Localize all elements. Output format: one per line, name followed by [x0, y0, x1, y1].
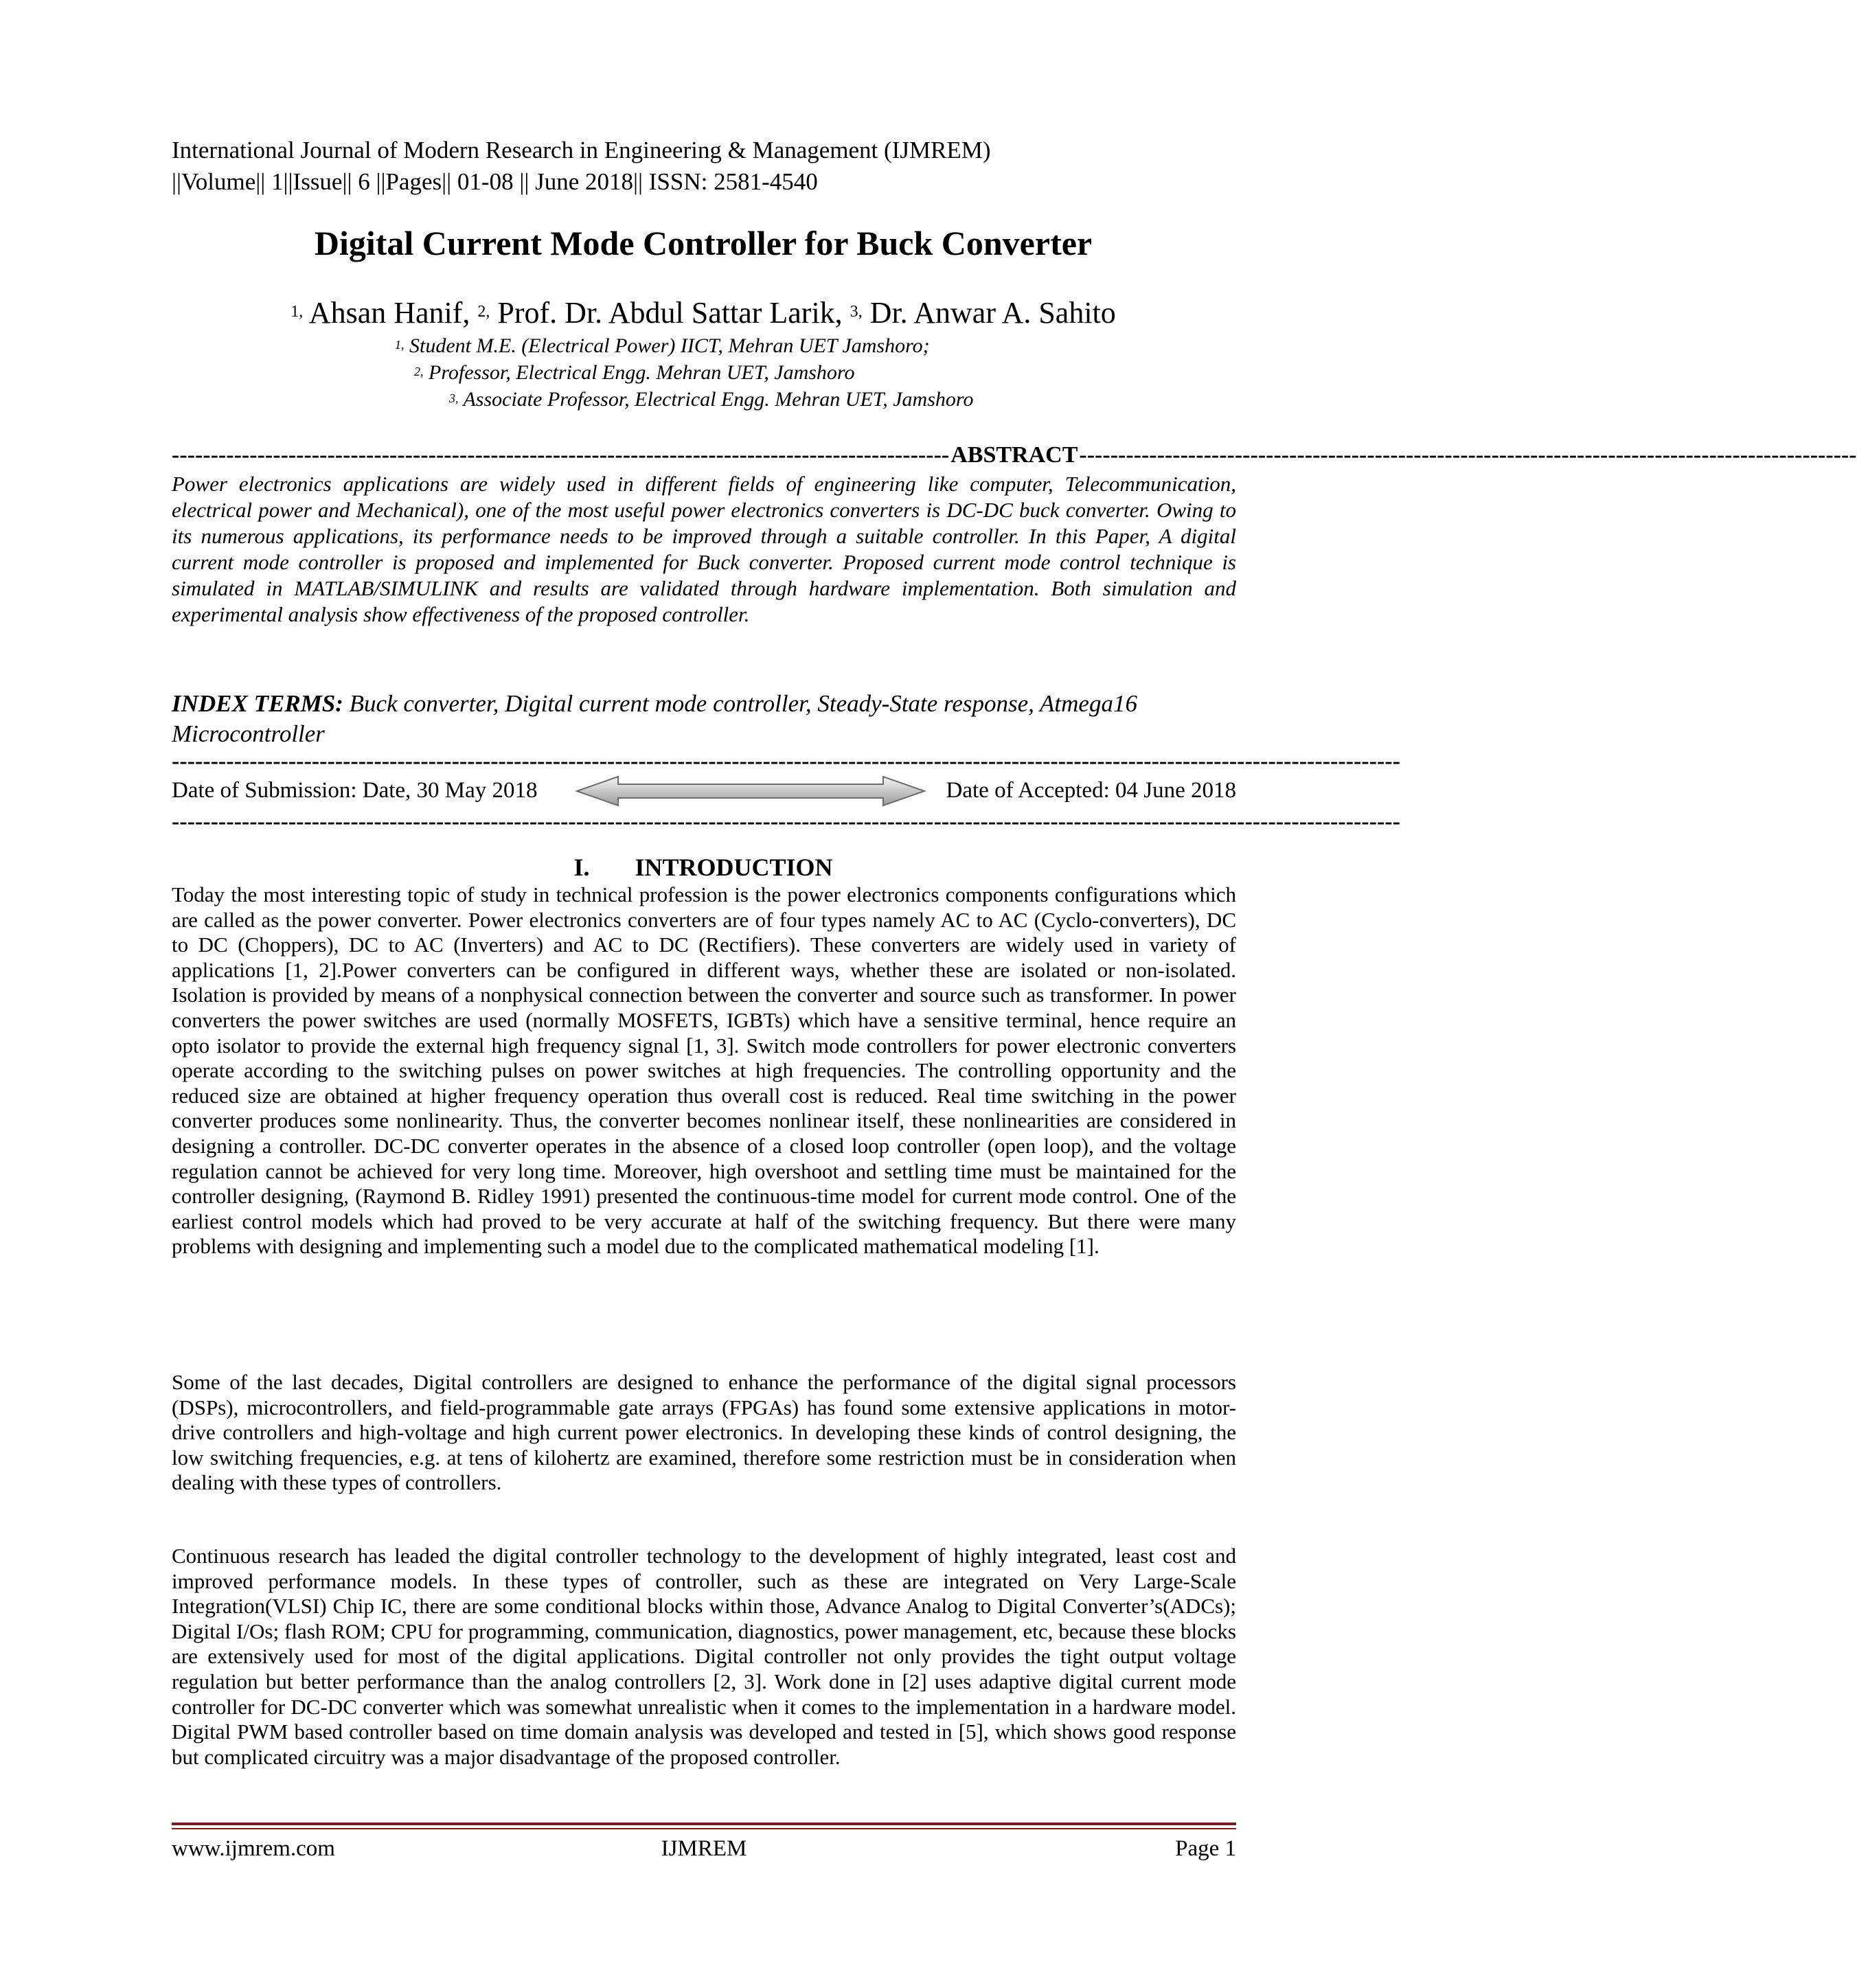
- intro-paragraph-2: Some of the last decades, Digital controllers are designed to enhance the performance of the digital signal processors (DSPs), microcontrollers, and field-programmable gate arrays (FPGAs) has found some extensive applications in motor-drive controllers and high-voltage and high current power electronics. In developing these kinds of control designing, the low switching frequencies, e.g. at tens of kilohertz are examined, therefore some restriction must be in consideration when dealing with these types of controllers.: [172, 1370, 1236, 1495]
- journal-header: [172, 135, 991, 198]
- author-mark: 3,: [850, 303, 863, 321]
- section-title: INTRODUCTION: [635, 854, 833, 881]
- affiliation-mark: 1,: [395, 338, 405, 352]
- index-terms: [172, 689, 1236, 749]
- affiliation-text: Professor, Electrical Engg. Mehran UET, Jamshoro: [429, 361, 855, 384]
- author-mark: 1,: [290, 303, 304, 321]
- footer-journal: IJMREM: [661, 1836, 747, 1861]
- author-name: Ahsan Hanif,: [308, 296, 470, 330]
- paper-title: Digital Current Mode Controller for Buck Converter: [314, 224, 1093, 262]
- abstract-text: Power electronics applications are widely used in different fields of engineering like computer, Telecommunication, electrical power and Mechanical), one of the most useful power electronics converters is DC-DC buck converter. Owing to its numerous applications, its performance needs to be improved through a suitable controller. In this Paper, A digital current mode controller is proposed and implemented for Buck converter. Proposed current mode control technique is simulated in MATLAB/SIMULINK and results are validated through hardware implementation. Both simulation and experimental analysis show effectiveness of the proposed controller.: [172, 472, 1236, 626]
- footer-website: www.ijmrem.com: [172, 1836, 335, 1861]
- author-list: [0, 294, 1406, 332]
- section-heading: [0, 852, 1406, 883]
- author-mark: 2,: [477, 303, 490, 321]
- divider-line: --------------------------------------------------------------------------------------------------------------------------------------------------------------: [172, 749, 1400, 774]
- dash-fill: ----------------------------------------------------------------------------------------------------: [1079, 442, 1857, 468]
- affiliation-1: [395, 332, 930, 360]
- affiliation-mark: 2,: [414, 365, 424, 378]
- intro-paragraph-3: Continuous research has leaded the digital controller technology to the development of highly integrated, least cost and improved performance models. In these types of controller, such as these are integrated on Very Large-Scale Integration(VLSI) Chip IC, there are some conditional blocks within those, Advance Analog to Digital Converter’s(ADCs); Digital I/Os; flash ROM; CPU for programming, communication, diagnostics, power management, etc, because these blocks are extensively used for most of the digital applications. Digital controller not only provides the tight output voltage regulation but better performance than the analog controllers [2, 3]. Work done in [2] uses adaptive digital current mode controller for DC-DC converter which was somewhat unrealistic when it comes to the implementation in a hardware model. Digital PWM based controller based on time domain analysis was developed and tested in [5], which shows good response but complicated circuitry was a major disadvantage of the proposed controller.: [172, 1544, 1236, 1769]
- abstract-label: ABSTRACT: [950, 442, 1078, 468]
- divider-line: --------------------------------------------------------------------------------------------------------------------------------------------------------------: [172, 809, 1400, 834]
- page-footer: [172, 1832, 1236, 1865]
- abstract-divider: [172, 441, 1857, 470]
- issue-line: ||Volume|| 1||Issue|| 6 ||Pages|| 01-08 || June 2018|| ISSN: 2581-4540: [172, 168, 818, 195]
- affiliation-text: Student M.E. (Electrical Power) IICT, Mehran UET Jamshoro;: [409, 334, 930, 357]
- footer-rule: [172, 1828, 1236, 1829]
- author-name: Dr. Anwar A. Sahito: [869, 296, 1116, 330]
- accepted-date: Date of Accepted: 04 June 2018: [946, 778, 1236, 803]
- index-terms-text: Buck converter, Digital current mode controller, Steady-State response, Atmega16 Microcontroller: [172, 690, 1137, 747]
- dash-fill: ----------------------------------------------------------------------------------------------------: [172, 442, 950, 468]
- intro-paragraph-1: Today the most interesting topic of study in technical profession is the power electronics components configurations which are called as the power converter. Power electronics converters are of four types namely AC to AC (Cyclo-converters), DC to DC (Choppers), DC to AC (Inverters) and AC to DC (Rectifiers). These converters are widely used in variety of applications [1, 2].Power converters can be configured in different ways, whether these are isolated or non-isolated. Isolation is provided by means of a nonphysical connection between the converter and source such as transformer. In power converters the power switches are used (normally MOSFETS, IGBTs) which have a sensitive terminal, hence require an opto isolator to provide the external high frequency signal [1, 3]. Switch mode controllers for power electronic converters operate according to the switching pulses on power switches at high frequencies. The controlling opportunity and the reduced size are obtained at higher frequency operation thus overall cost is reduced. Real time switching in the power converter produces some nonlinearity. Thus, the converter becomes nonlinear itself, these nonlinearities are considered in designing a controller. DC-DC converter operates in the absence of a closed loop controller (open loop), and the voltage regulation cannot be achieved for very long time. Moreover, high overshoot and settling time must be maintained for the controller designing, (Raymond B. Ridley 1991) presented the continuous-time model for current mode control. One of the earliest control models which had proved to be very accurate at half of the switching frequency. But there were many problems with designing and implementing such a model due to the complicated mathematical modeling [1].: [172, 882, 1236, 1259]
- double-arrow-icon: [576, 775, 926, 808]
- index-terms-label: INDEX TERMS:: [172, 690, 343, 717]
- affiliation-mark: 3,: [449, 391, 459, 405]
- affiliation-text: Associate Professor, Electrical Engg. Mehran UET, Jamshoro: [463, 388, 974, 411]
- author-name: Prof. Dr. Abdul Sattar Larik,: [497, 296, 843, 330]
- affiliation-3: [449, 386, 973, 413]
- submission-date: Date of Submission: Date, 30 May 2018: [172, 778, 538, 803]
- journal-name: International Journal of Modern Research in Engineering & Management (IJMREM): [172, 137, 991, 163]
- section-number: I.: [573, 854, 590, 881]
- footer-page-number: Page 1: [1175, 1836, 1236, 1861]
- footer-rule: [172, 1823, 1236, 1825]
- affiliation-2: [414, 359, 855, 387]
